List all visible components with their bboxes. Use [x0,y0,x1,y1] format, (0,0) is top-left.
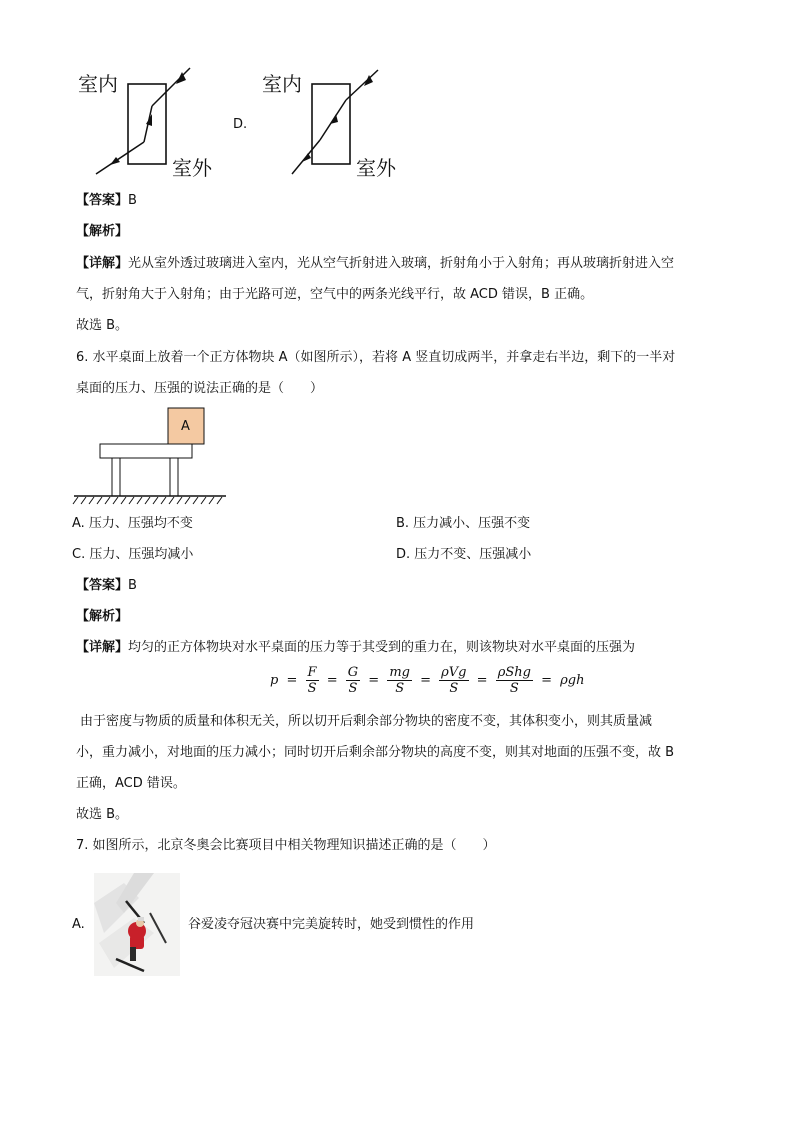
table-and-block-figure [70,404,230,508]
formula-frac-f-s: $\frac{F}{S}$ [307,665,317,696]
answer-tag: 【答案】 [76,193,129,208]
diagram-d [256,62,416,182]
skier-photo [94,873,180,976]
detail-text: 均匀的正方体物块对水平桌面的压力等于其受到的重力在，则该物块对水平桌面的压强为 [128,640,636,655]
formula-frac-rhoshg-s: $\frac{\text{ρShg}}{S}$ [497,665,531,696]
q6-detail-line2: 由于密度与物质的质量和体积无关，所以切开后剩余部分物块的密度不变，其体积变小，则其质量减 [80,714,653,729]
q6-stem-line2: 桌面的压力、压强的说法正确的是（ ） [76,381,324,396]
detail-tag: 【详解】 [76,640,129,655]
formula-equals: = [541,673,552,688]
diagram-c [72,62,232,182]
formula-equals: = [368,673,380,688]
formula-p: p [270,673,279,688]
formula-equals: = [326,673,338,688]
detail-text: 光从室外透过玻璃进入室内，光从空气折射进入玻璃，折射角小于入射角；再从玻璃折射进入空 [128,256,675,271]
diagram-d-light-path [256,62,416,182]
formula-equals: = [286,673,298,688]
q6-option-b[interactable]: B. 压力减小、压强不变 [396,516,531,531]
formula-frac-g-s: $\frac{G}{S}$ [347,665,359,696]
q5-analysis-tag: 【解析】 [76,224,129,239]
q6-option-d[interactable]: D. 压力不变、压强减小 [396,547,532,562]
q5-answer [76,193,137,209]
pressure-formula [268,665,586,696]
skier-photo-illustration [94,873,180,976]
q6-stem-line1: 6. 水平桌面上放着一个正方体物块 A（如图所示），若将 A 竖直切成两半，并拿走右半边，剩下的一半对 [76,350,676,365]
q5-detail-line2: 气，折射角大于入射角；由于光路可逆，空气中的两条光线平行，故 ACD 错误，B 正确。 [76,287,594,302]
formula-frac-mg-s: $\frac{mg}{S}$ [389,665,410,696]
q6-answer [76,578,137,594]
q6-conclusion: 故选 B。 [76,807,129,822]
formula-result: ρgh [560,673,585,688]
q7-option-a-text[interactable]: 谷爱凌夺冠决赛中完美旋转时，她受到惯性的作用 [188,917,475,932]
formula-frac-rhovg-s: $\frac{\text{ρVg}}{S}$ [441,665,467,696]
option-d-label: D. [233,117,248,132]
q5-detail-line1 [76,256,674,272]
block-a-label: A [181,419,190,434]
q7-stem: 7. 如图所示，北京冬奥会比赛项目中相关物理知识描述正确的是（ ） [76,838,496,853]
diagram-c-light-path [72,62,232,182]
q7-option-a-label[interactable]: A. [72,917,85,932]
q6-detail-line4: 正确，ACD 错误。 [76,776,186,791]
formula-equals: = [476,673,488,688]
answer-tag: 【答案】 [76,578,129,593]
q6-option-a[interactable]: A. 压力、压强均不变 [72,516,193,531]
q6-detail-line3: 小，重力减小，对地面的压力减小；同时切开后剩余部分物块的高度不变，则其对地面的压强不变，故 B [76,745,675,760]
detail-tag: 【详解】 [76,256,129,271]
diagram-d-indoor-label: 室内 [262,72,302,96]
answer-value: B [128,193,137,208]
diagram-d-outdoor-label: 室外 [356,156,396,180]
q6-analysis-tag: 【解析】 [76,609,129,624]
diagram-c-outdoor-label: 室外 [172,156,212,180]
q6-figure [70,404,230,508]
q6-option-c[interactable]: C. 压力、压强均减小 [72,547,194,562]
formula-equals: = [420,673,432,688]
diagram-c-indoor-label: 室内 [78,72,118,96]
q6-detail-line1 [76,640,635,656]
q5-conclusion: 故选 B。 [76,318,129,333]
answer-value: B [128,578,137,593]
